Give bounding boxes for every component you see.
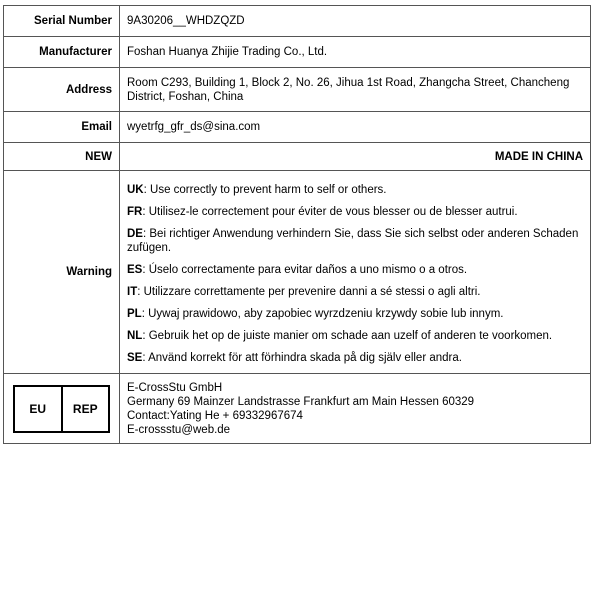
- manufacturer-value: Foshan Huanya Zhijie Trading Co., Ltd.: [120, 37, 591, 68]
- product-label-table: [3, 5, 591, 444]
- eu-rep-address: Germany 69 Mainzer Landstrasse Frankfurt am Main Hessen 60329: [127, 395, 475, 408]
- manufacturer-row: [4, 37, 591, 68]
- warning-code: DE: [127, 228, 143, 240]
- warning-text: : Bei richtiger Anwendung verhindern Sie, dass Sie sich selbst oder anderen Schaden zufügen.: [127, 228, 579, 254]
- eu-rep-email: E-crossstu@web.de: [127, 423, 231, 436]
- eu-rep-badge-rep: REP: [72, 401, 98, 416]
- email-row: [4, 112, 591, 143]
- serial-row: [4, 6, 591, 37]
- warning-line-it: [127, 285, 583, 299]
- eu-rep-badge-eu: EU: [15, 387, 63, 431]
- warning-code: NL: [127, 330, 143, 342]
- warning-code: FR: [127, 206, 143, 218]
- warning-code: PL: [127, 308, 142, 320]
- warning-text: : Utilisez-le correctement pour éviter de vous blesser ou de blesser autrui.: [142, 206, 518, 218]
- email-label: Email: [4, 112, 120, 143]
- warning-text: : Uywaj prawidowo, aby zapobiec wyrzdzeniu krzywdy sobie lub innym.: [141, 308, 504, 320]
- serial-label: Serial Number: [4, 6, 120, 37]
- warning-line-de: [127, 227, 583, 255]
- warning-line-uk: [127, 183, 583, 197]
- manufacturer-label: Manufacturer: [4, 37, 120, 68]
- eu-rep-symbol-cell: [4, 374, 120, 444]
- warning-list: [127, 179, 583, 365]
- warning-text: : Use correctly to prevent harm to self or others.: [143, 184, 387, 196]
- eu-rep-symbol: [13, 385, 110, 433]
- warning-code: SE: [127, 352, 143, 364]
- warning-line-nl: [127, 329, 583, 343]
- email-value: wyetrfg_gfr_ds@sina.com: [120, 112, 591, 143]
- serial-value: 9A30206__WHDZQZD: [120, 6, 591, 37]
- eu-rep-row: [4, 374, 591, 444]
- address-label: Address: [4, 68, 120, 112]
- eu-rep-details: [120, 374, 591, 444]
- warning-line-pl: [127, 307, 583, 321]
- warning-text: : Utilizzare correttamente per prevenire danni a sé stessi o agli altri.: [137, 286, 481, 298]
- warning-line-fr: [127, 205, 583, 219]
- eu-rep-lines: [127, 381, 583, 437]
- warning-cell: [120, 171, 591, 374]
- eu-rep-company: E-CrossStu GmbH: [127, 381, 223, 394]
- warning-code: ES: [127, 264, 143, 276]
- origin-value: MADE IN CHINA: [120, 143, 591, 171]
- warning-row: [4, 171, 591, 374]
- warning-text: : Úselo correctamente para evitar daños a uno mismo o a otros.: [142, 264, 468, 276]
- warning-line-es: [127, 263, 583, 277]
- warning-code: UK: [127, 184, 144, 196]
- warning-code: IT: [127, 286, 138, 298]
- address-row: [4, 68, 591, 112]
- warning-label: Warning: [4, 171, 120, 374]
- warning-text: : Använd korrekt för att förhindra skada på dig själv eller andra.: [142, 352, 462, 364]
- condition-row: [4, 143, 591, 171]
- condition-label: NEW: [4, 143, 120, 171]
- eu-rep-contact: Contact:Yating He + 69332967674: [127, 409, 303, 422]
- warning-text: : Gebruik het op de juiste manier om schade aan uzelf of anderen te voorkomen.: [142, 330, 553, 342]
- address-value: Room C293, Building 1, Block 2, No. 26, Jihua 1st Road, Zhangcha Street, Chancheng District, Foshan, China: [120, 68, 591, 112]
- warning-line-se: [127, 351, 583, 365]
